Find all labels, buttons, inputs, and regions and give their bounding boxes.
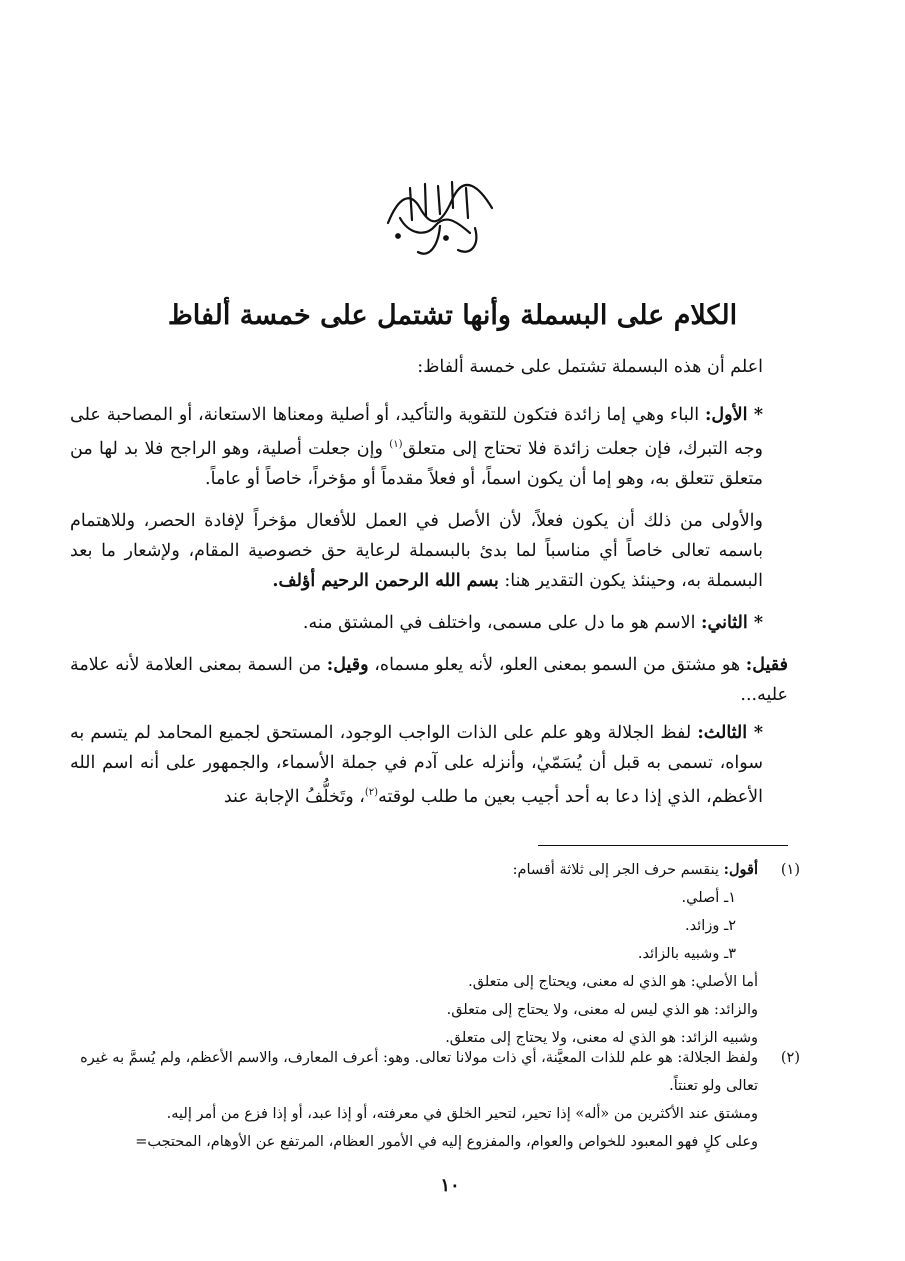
footnote-ref-2[interactable]: (٢) xyxy=(364,787,379,798)
footnote-1-item: ٢ـ وزائد. xyxy=(685,918,736,934)
second-text: الاسم هو ما دل على مسمى، واختلف في المشتق منه. xyxy=(302,613,696,633)
footnote-2-line: ولفظ الجلالة: هو علم للذات المعيَّنة، أي ذات مولانا تعالى. وهو: أعرف المعارف، والاسم الأعظم، ولم يُسمَّ به غيره تعالى ولو تعنتاً. xyxy=(80,1050,758,1094)
footnote-2-line: وعلى كلٍ فهو المعبود للخواص والعوام، والمفزوع إليه في الأمور العظام، المرتفع عن الأوهام، المحتجب= xyxy=(135,1134,758,1150)
footnote-1 xyxy=(55,856,800,1052)
qil-text-1: هو مشتق من السمو بمعنى العلو، لأنه يعلو مسماه، xyxy=(374,655,741,675)
third-text-continued: ، وتَخلُّفُ الإجابة عند xyxy=(223,786,365,807)
footnote-1-item: ١ـ أصلي. xyxy=(681,890,736,906)
footnote-1-item: ٣ـ وشبيه بالزائد. xyxy=(637,946,736,962)
basmala-calligraphy xyxy=(380,178,500,263)
third-text: لفظ الجلالة وهو علم على الذات الواجب الوجود، المستحق لجميع المحامد لم يتسم به سواه، تسمى به قبل أن يُسَمّيٰ، وأنزله على آدم في جملة الأسماء، والجمهور على أنه اسم الله الأعظم، الذي إذا دعا به أحد أجيب بعين ما طلب لوقته xyxy=(70,723,763,807)
awla-section xyxy=(70,506,788,596)
qil-section xyxy=(70,650,788,710)
awla-bold-phrase: بسم الله الرحمن الرحيم أؤلف. xyxy=(272,571,499,591)
first-label: * الأول: xyxy=(704,405,763,425)
footnote-1-line: أما الأصلي: هو الذي له معنى، ويحتاج إلى متعلق. xyxy=(468,974,758,990)
footnote-2-line: ومشتق عند الأكثرين من «أله» إذا تحير، لتحير الخلق في معرفته، أو إذا عبد، أو إذا فزع من أمر إليه. xyxy=(166,1106,758,1122)
footnote-1-label: أقول: xyxy=(723,861,758,878)
second-section xyxy=(70,608,788,638)
intro-paragraph xyxy=(70,352,788,382)
first-text-continued: وإن جعلت أصلية، وهو الراجح فلا بد لها من متعلق تتعلق به، وهو إما أن يكون اسماً، أو فعلاً مقدماً أو مؤخراً، خاصاً أو عاماً. xyxy=(70,438,763,489)
basmala-calligraphy-icon xyxy=(380,178,500,263)
second-label: * الثاني: xyxy=(701,613,763,633)
footnote-1-line: والزائد: هو الذي ليس له معنى، ولا يحتاج إلى متعلق. xyxy=(446,1002,758,1018)
footnote-2-number: (٢) xyxy=(780,1050,800,1066)
intro-line: اعلم أن هذه البسملة تشتمل على خمسة ألفاظ: xyxy=(417,357,763,377)
first-section xyxy=(70,400,788,494)
first-text: الباء وهي إما زائدة فتكون للتقوية والتأكيد، أو أصلية ومعناها الاستعانة، أو المصاحبة على وجه التبرك، فإن جعلت زائدة فلا تحتاج إلى متعلق xyxy=(70,405,763,459)
footnote-1-intro: ينقسم حرف الجر إلى ثلاثة أقسام: xyxy=(512,862,720,878)
footnote-separator xyxy=(538,845,788,846)
footnote-ref-1[interactable]: (١) xyxy=(389,439,403,450)
awla-text: والأولى من ذلك أن يكون فعلاً، لأن الأصل في العمل للأفعال مؤخراً لإفادة الحصر، وللاهتمام باسمه تعالى خاصاً أي مناسباً لما بدئ بالبسملة لرعاية حق خصوصية المقام، ولإشعار ما بعد البسملة به، وحينئذ يكون التقدير هنا: xyxy=(70,511,763,591)
page-number: ١٠ xyxy=(440,1175,460,1196)
footnote-2 xyxy=(55,1044,800,1156)
third-label: * الثالث: xyxy=(697,723,763,743)
third-section xyxy=(70,718,788,812)
qil-label-2: وقيل: xyxy=(326,655,369,675)
qil-text-2: من السمة بمعنى العلامة لأنه علامة عليه... xyxy=(70,655,788,705)
chapter-title: الكلام على البسملة وأنها تشتمل على خمسة ألفاظ xyxy=(167,300,738,331)
footnote-1-number: (١) xyxy=(780,862,800,878)
qil-label-1: فقيل: xyxy=(745,655,788,675)
footnote-1-line: وشبيه الزائد: هو الذي له معنى، ولا يحتاج إلى متعلق. xyxy=(445,1030,758,1046)
